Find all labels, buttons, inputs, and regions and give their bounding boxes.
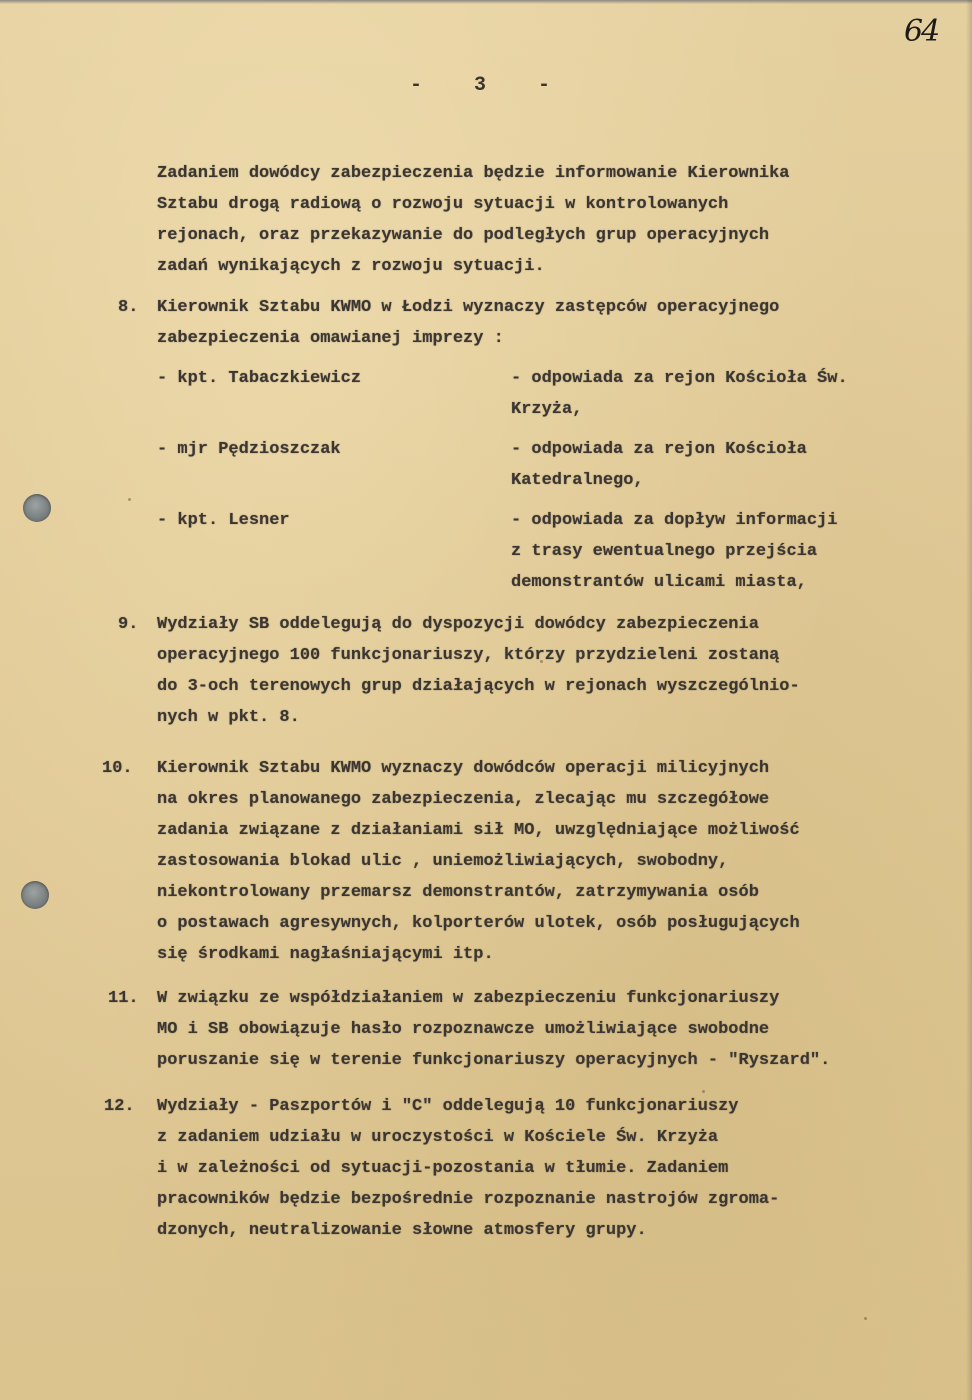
text-line: z zadaniem udziału w uroczystości w Kościele Św. Krzyża	[157, 1128, 719, 1147]
text-line: Krzyża,	[511, 400, 583, 419]
item-number-11: 11.	[108, 989, 139, 1008]
text-line: pracowników będzie bezpośrednie rozpoznanie nastrojów zgroma-	[157, 1190, 780, 1209]
text-line: Kierownik Sztabu KWMO w Łodzi wyznaczy zastępców operacyjnego	[157, 298, 780, 317]
text-line: rejonach, oraz przekazywanie do podległych grup operacyjnych	[157, 226, 770, 245]
item-9-text	[157, 609, 972, 733]
item-number-9: 9.	[118, 615, 139, 634]
text-line: - odpowiada za rejon Kościoła Św.	[511, 369, 848, 388]
assignment-responsibility	[511, 363, 848, 425]
text-line: dzonych, neutralizowanie słowne atmosfery grupy.	[157, 1221, 647, 1240]
assignment-row	[157, 363, 972, 425]
paper-speck	[540, 660, 543, 663]
text-line: - odpowiada za dopływ informacji	[511, 511, 838, 530]
item-number-8: 8.	[118, 298, 139, 317]
assignment-responsibility	[511, 505, 837, 598]
paper-speck	[128, 498, 131, 501]
assignment-responsibility	[511, 434, 807, 496]
assignment-officer: - kpt. Lesner	[157, 511, 290, 530]
text-line: demonstrantów ulicami miasta,	[511, 573, 807, 592]
text-line: zastosowania blokad ulic , uniemożliwiających, swobodny,	[157, 852, 729, 871]
text-line: Sztabu drogą radiową o rozwoju sytuacji w kontrolowanych	[157, 195, 729, 214]
item-number-12: 12.	[104, 1097, 135, 1116]
item-8-text	[157, 292, 972, 354]
item-10	[0, 753, 972, 970]
text-line: zadań wynikających z rozwoju sytuacji.	[157, 257, 545, 276]
text-line: MO i SB obowiązuje hasło rozpoznawcze umożliwiające swobodne	[157, 1020, 770, 1039]
text-line: z trasy ewentualnego przejścia	[511, 542, 818, 561]
text-line: poruszanie się w terenie funkcjonariuszy operacyjnych - "Ryszard".	[157, 1051, 831, 1070]
text-line: Wydziały SB oddelegują do dyspozycji dowódcy zabezpieczenia	[157, 615, 759, 634]
text-line: zadania związane z działaniami sił MO, uwzględniające możliwość	[157, 821, 800, 840]
assignment-officer: - mjr Pędzioszczak	[157, 440, 341, 459]
paper-speck	[702, 1090, 705, 1093]
intro-paragraph	[0, 158, 972, 282]
item-11-text	[157, 983, 972, 1076]
text-line: do 3-och terenowych grup działających w rejonach wyszczególnio-	[157, 677, 800, 696]
text-line: W związku ze współdziałaniem w zabezpieczeniu funkcjonariuszy	[157, 989, 780, 1008]
item-8	[0, 292, 972, 598]
text-line: niekontrolowany przemarsz demonstrantów, zatrzymywania osób	[157, 883, 759, 902]
item-9	[0, 609, 972, 733]
paper-speck	[864, 1317, 867, 1320]
item-10-text	[157, 753, 972, 970]
text-line: nych w pkt. 8.	[157, 708, 300, 727]
text-line: Kierownik Sztabu KWMO wyznaczy dowódców operacji milicyjnych	[157, 759, 770, 778]
assignment-row	[157, 505, 972, 598]
text-line: - odpowiada za rejon Kościoła	[511, 440, 807, 459]
text-line: na okres planowanego zabezpieczenia, zlecając mu szczegółowe	[157, 790, 770, 809]
assignment-officer: - kpt. Tabaczkiewicz	[157, 369, 362, 388]
text-line: Zadaniem dowódcy zabezpieczenia będzie informowanie Kierownika	[157, 164, 790, 183]
page-number: - 3 -	[409, 74, 550, 97]
item-12	[0, 1091, 972, 1246]
text-line: o postawach agresywnych, kolporterów ulotek, osób posługujących	[157, 914, 800, 933]
text-line: operacyjnego 100 funkcjonariuszy, którzy przydzieleni zostaną	[157, 646, 780, 665]
item-12-text	[157, 1091, 972, 1246]
text-line: Katedralnego,	[511, 471, 644, 490]
page-top-edge	[0, 0, 972, 4]
text-line: się środkami nagłaśniającymi itp.	[157, 945, 494, 964]
text-line: Wydziały - Paszportów i "C" oddelegują 10 funkcjonariuszy	[157, 1097, 739, 1116]
item-11	[0, 983, 972, 1076]
handwritten-folio-number: 64	[904, 14, 939, 49]
item-number-10: 10.	[102, 759, 133, 778]
text-line: zabezpieczenia omawianej imprezy :	[157, 329, 504, 348]
assignment-row	[157, 434, 972, 496]
text-line: i w zależności od sytuacji-pozostania w tłumie. Zadaniem	[157, 1159, 729, 1178]
